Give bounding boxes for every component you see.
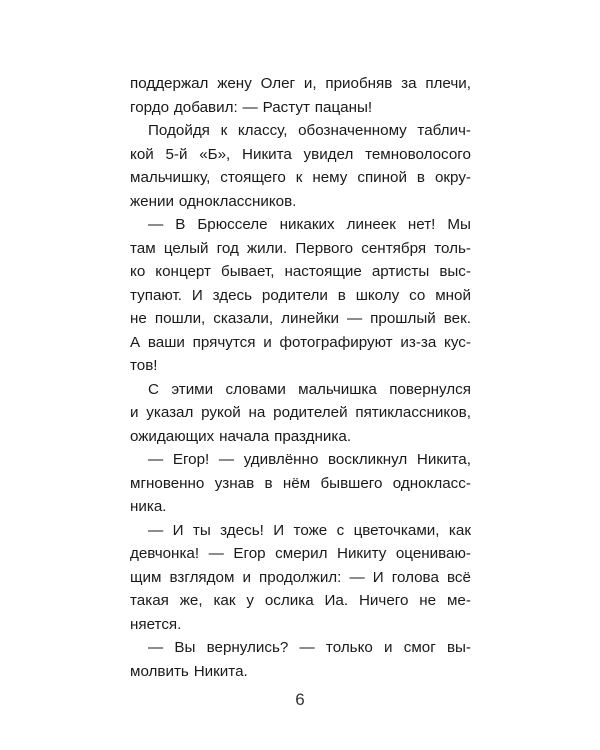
body-text bbox=[130, 72, 471, 683]
text-line: там целый год жили. Первого сентября толь- bbox=[130, 239, 471, 257]
text-line: щим взглядом и продолжил: — И голова всё bbox=[130, 568, 471, 586]
text-line: тупают. И здесь родители в школу со мной bbox=[130, 286, 471, 304]
text-line: С этими словами мальчишка повернулся bbox=[148, 380, 471, 398]
text-line: жении одноклассников. bbox=[130, 192, 297, 210]
text-line: — И ты здесь! И тоже с цветочками, как bbox=[148, 521, 471, 539]
page-number: 6 bbox=[295, 690, 305, 709]
text-line: — Вы вернулись? — только и смог вы- bbox=[148, 639, 471, 656]
text-line: ожидающих начала праздника. bbox=[130, 427, 352, 445]
text-line: — В Брюсселе никаких линеек нет! Мы bbox=[148, 216, 471, 233]
text-line: мальчишку, стоящего к нему спиной в окру- bbox=[130, 169, 471, 186]
text-line: Подойдя к классу, обозначенному таблич- bbox=[148, 122, 471, 139]
text-line: тов! bbox=[130, 357, 158, 374]
text-line: А ваши прячутся и фотографируют из-за кус- bbox=[130, 333, 471, 351]
text-line: молвить Никита. bbox=[130, 662, 248, 680]
text-line: мгновенно узнав в нём бывшего однокласс- bbox=[130, 474, 471, 492]
text-line: такая же, как у ослика Иа. Ничего не ме- bbox=[130, 592, 471, 609]
text-line: ко концерт бывает, настоящие артисты выс- bbox=[130, 263, 471, 280]
text-line: кой 5-й «Б», Никита увидел темноволосого bbox=[130, 145, 471, 163]
text-line: и указал рукой на родителей пятиклассников, bbox=[130, 404, 471, 421]
text-line: не пошли, сказали, линейки — прошлый век. bbox=[130, 310, 471, 327]
text-line: девчонка! — Егор смерил Никиту оцениваю- bbox=[130, 545, 471, 562]
text-line: — Егор! — удивлённо воскликнул Никита, bbox=[148, 451, 471, 468]
text-line: поддержал жену Олег и, приобняв за плечи, bbox=[130, 75, 471, 92]
text-line: ника. bbox=[130, 498, 167, 515]
text-line: гордо добавил: — Растут пацаны! bbox=[130, 98, 373, 116]
text-line: няется. bbox=[130, 615, 182, 633]
